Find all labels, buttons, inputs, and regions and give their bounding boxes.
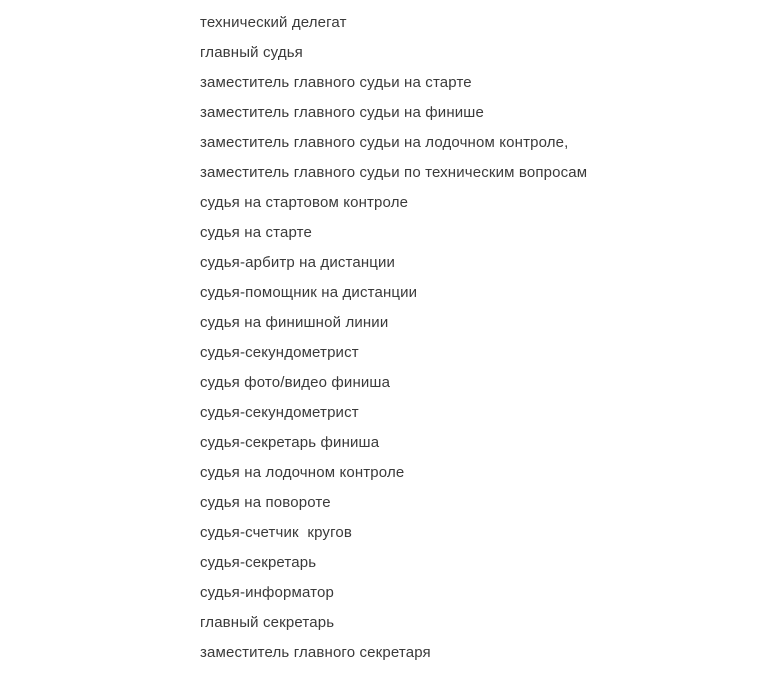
list-item: заместитель главного судьи на лодочном контроле, bbox=[200, 134, 569, 151]
list-item: заместитель главного судьи по техническим вопросам bbox=[200, 164, 588, 181]
list-item: главный секретарь bbox=[200, 614, 335, 631]
list-item: судья на старте bbox=[200, 224, 313, 241]
list-item: судья-секретарь финиша bbox=[200, 434, 380, 451]
list-item: судья на финишной линии bbox=[200, 314, 389, 331]
list-item: судья на стартовом контроле bbox=[200, 194, 409, 211]
list-item: судья-информатор bbox=[200, 584, 334, 601]
list-item: главный судья bbox=[200, 44, 303, 61]
list-item: судья на лодочном контроле bbox=[200, 464, 405, 481]
list-item: технический делегат bbox=[200, 14, 347, 31]
list-item: заместитель главного судьи на финише bbox=[200, 104, 484, 121]
list-item: судья фото/видео финиша bbox=[200, 374, 391, 391]
list-item: судья на повороте bbox=[200, 494, 331, 511]
list-item: судья-помощник на дистанции bbox=[200, 284, 418, 301]
list-item: судья-секретарь bbox=[200, 554, 317, 571]
judging-roles-list bbox=[200, 8, 587, 668]
list-item: судья-арбитр на дистанции bbox=[200, 254, 396, 271]
list-item: заместитель главного судьи на старте bbox=[200, 74, 472, 91]
list-item: судья-секундометрист bbox=[200, 344, 359, 361]
list-item: заместитель главного секретаря bbox=[200, 644, 431, 661]
list-item: судья-счетчик кругов bbox=[200, 524, 352, 541]
list-item: судья-секундометрист bbox=[200, 404, 359, 421]
